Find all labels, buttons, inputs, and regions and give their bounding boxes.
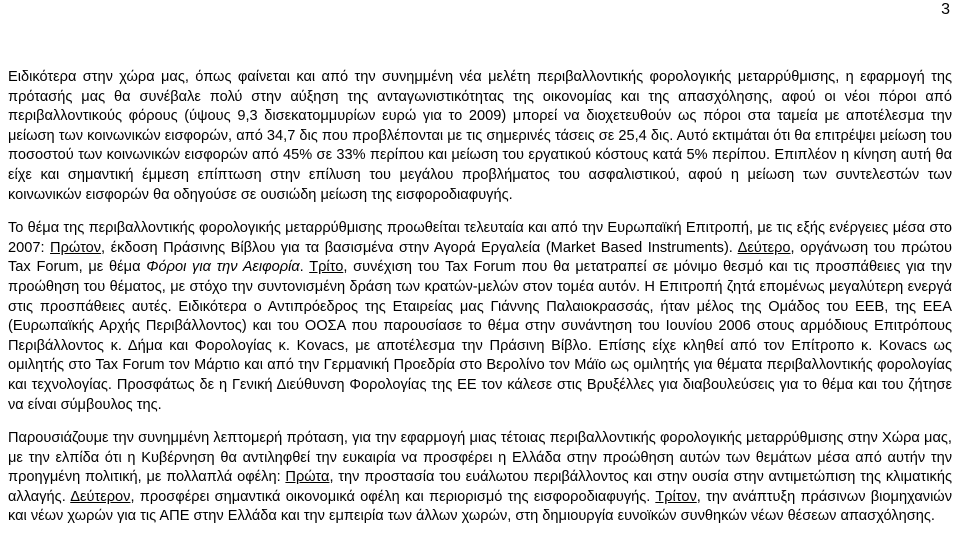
text-segment: , προσφέρει σημαντικά οικονομικά οφέλη και περιορισμό της εισφοροδιαφυγής. [130,488,656,505]
paragraph-environmental-reform [8,68,952,205]
underlined-second: Δεύτερο [737,239,791,256]
italic-forum-theme: Φόροι για την Αειφορία [146,259,300,276]
page-number: 3 [941,1,950,18]
underlined-third: Τρίτον [655,488,697,505]
text-segment: Το θέμα της περιβαλλοντικής φορολογικής μεταρρύθμισης προωθείται τελευταία και από την Ευρωπαϊκή Επιτροπή, με τις εξής ενέργειες μέσα στο 2007: [8,220,952,256]
underlined-first: Πρώτον [50,239,102,256]
text-segment: , την ανάπτυξη πράσινων βιομηχανιών και νέων χωρών για τις ΑΠΕ στην Ελλάδα και την εμπειρία των άλλων χωρών, στη δημιουργία ευνοϊκών συνθηκών νέων θέσεων απασχόλησης. [8,488,952,525]
document-body [8,68,952,541]
text-segment: , έκδοση Πράσινης Βίβλου για τα βασισμένα στην Αγορά Εργαλεία (Market Based Instruments). [101,239,738,256]
underlined-first: Πρώτα [285,469,330,486]
text-segment: , την προστασία του ευάλωτου περιβάλλοντος και στην ουσία στην αντιμετώπιση της κλιματικής αλλαγής. [8,469,952,505]
paragraph-proposal [8,429,952,527]
paragraph-european-commission [8,219,952,415]
text-segment: , οργάνωση του πρώτου Tax Forum, με θέμα [8,239,952,276]
underlined-third: Τρίτο [309,259,344,276]
text-segment: Παρουσιάζουμε την συνημμένη λεπτομερή πρόταση, για την εφαρμογή μιας τέτοιας περιβαλλοντικής φορολογικής μεταρρύθμισης στην Χώρα μας, με την ελπίδα ότι η Κυβέρνηση θα αντιληφθεί την ευκαιρία να προσφέρει η Ελλάδα στην προώθηση αυτών των θεμάτων μέσα από αυτήν την προηγμένη πολιτική, με πολλαπλά οφέλη: [8,430,952,486]
text-segment: , συνέχιση του Tax Forum που θα μετατραπεί σε μόνιμο θεσμό και τις προσπάθειες για την προώθηση του θέματος, με στόχο την συντονισμένη δράση των κρατών-μελών στον τομέα αυτόν. Η Επιτροπή ζητά επομένως μεγαλύτερη ενεργά στις προσπάθειες αυτές. Ειδικότερα ο Αντιπρόεδρος της Εταιρείας μας Γιάννης Παλαιοκρασσάς, ήταν μέλος της Ομάδος του ΕΕΒ, της ΕΕΑ (Ευρωπαϊκής Αρχής Περιβάλλοντος) και του ΟΟΣΑ που παρουσίασε το θέμα στην συνάντηση του Ιουνίου 2006 στους αρμόδιους Επιτρόπους Περιβάλλοντος κ. Δήμα και Φορολογίας κ. Kovacs, με αποτέλεσμα την Πράσινη Βίβλο. Επίσης είχε κληθεί από τον Επίτροπο κ. Kovacs ως ομιλητής στο Tax Forum τον Μάρτιο και από την Γερμανική Προεδρία στο Βερολίνο τον Μάϊο ως ομιλητής για θέματα περιβαλλοντικής φορολογίας και τεχνολογίας. Προσφάτως δε η Γενική Διεύθυνση Φορολογίας της ΕΕ τον κάλεσε στις Βρυξέλλες για διαβουλεύσεις για το θέμα και του ζήτησε να είναι σύμβουλος της. [8,259,952,413]
text-segment: . [299,259,310,276]
underlined-second: Δεύτερον [70,488,131,505]
paragraph-text: Ειδικότερα στην χώρα μας, όπως φαίνεται και από την συνημμένη νέα μελέτη περιβαλλοντικής φορολογικής μεταρρύθμισης, η εφαρμογή της πρότασής μας θα συνέβαλε πολύ στην αύξηση της ανταγωνιστικότητας της οικονομίας και της απασχόλησης, αφού οι νέοι πόροι από περιβαλλοντικούς φόρους (ύψους 9,3 δισεκατομμυρίων ευρώ για το 2009) μπορεί να διοχετευθούν ως πόροι στα ταμεία με αποτέλεσμα την μείωση των κοινωνικών εισφορών, από 34,7 δις που προβλέπονται με τις σημερινές τάσεις σε 25,4 δις. Αυτό εκτιμάται ότι θα επιτρέψει μείωση του ποσοστού των κοινωνικών εισφορών από 45% σε 33% περίπου και μείωση του εργατικού κόστους κατά 5% περίπου. Επιπλέον η κίνηση αυτή θα είχε και σημαντική έμμεση επίπτωση στην επίλυση του μεγάλου προβλήματος του ασφαλιστικού, αφού η μείωση των συντελεστών των κοινωνικών εισφορών θα οδηγούσε σε ουσιώδη μείωση της εισφοροδιαφυγής. [8,69,952,203]
